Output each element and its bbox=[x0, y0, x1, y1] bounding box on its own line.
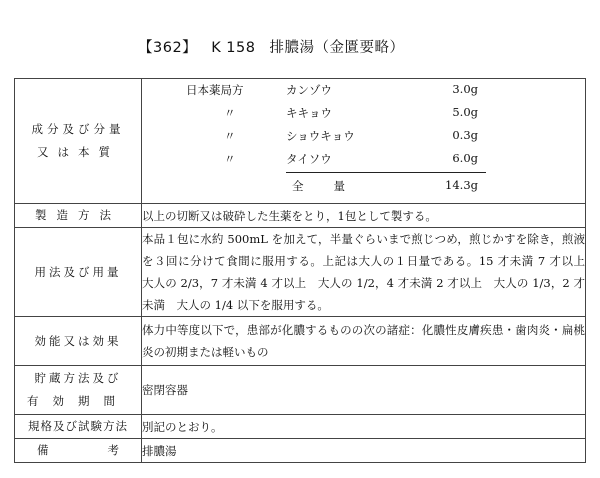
dosage-value bbox=[142, 228, 597, 317]
composition-value bbox=[142, 79, 586, 204]
manufacturing-value: 以上の切断又は破砕した生薬をとり，1包として製する。 bbox=[142, 204, 586, 228]
ingredient-amount: 5.0g bbox=[452, 105, 478, 119]
total-amount: 14.3g bbox=[445, 178, 478, 192]
ditto-mark: 〃 bbox=[224, 152, 236, 166]
page-title bbox=[138, 36, 418, 57]
monograph-table bbox=[14, 78, 597, 463]
ingredient-name: タイソウ bbox=[286, 152, 332, 166]
remarks-row bbox=[15, 439, 586, 463]
composition-label-line1: 成分及び分量 bbox=[31, 122, 125, 136]
indications-value bbox=[142, 317, 586, 366]
dosage-text: 本品１包に水約 500mL を加えて，半量ぐらいまで煎じつめ，煎じかすを除き，煎液を３回に分けて食間に服用する。上記は大人の１日量である。15 才未満 7 才以上 大人の 2/3，7 才未満 4 才以上 大人の 1/2，4 才未満 2 才以上 大人の 1/3，2 才未満 大人の 1/4 以下を服用する。 bbox=[142, 232, 597, 312]
specs-row bbox=[15, 415, 586, 439]
ingredient-name: ショウキョウ bbox=[286, 129, 355, 143]
ditto-mark: 〃 bbox=[224, 106, 236, 120]
total-row bbox=[142, 178, 585, 198]
indications-label: 効能又は効果 bbox=[15, 317, 142, 366]
monograph-number: 【362】 bbox=[138, 40, 198, 56]
ingredient-row bbox=[142, 82, 585, 102]
total-underline bbox=[286, 172, 486, 173]
ingredient-row bbox=[142, 151, 585, 171]
ingredient-amount: 6.0g bbox=[452, 151, 478, 165]
storage-value: 密閉容器 bbox=[142, 366, 586, 415]
storage-row bbox=[15, 366, 586, 415]
ingredient-list bbox=[142, 79, 585, 203]
remarks-value: 排膿湯 bbox=[142, 439, 586, 463]
ingredient-amount: 0.3g bbox=[452, 128, 478, 142]
ingredient-row bbox=[142, 128, 585, 148]
ingredient-name: キキョウ bbox=[286, 106, 332, 120]
total-label: 全 量 bbox=[292, 179, 345, 193]
dosage-label: 用法及び用量 bbox=[15, 228, 142, 317]
dosage-row bbox=[15, 228, 586, 317]
monograph-code: K 158 bbox=[211, 40, 256, 56]
ingredient-name: カンゾウ bbox=[286, 83, 332, 97]
remarks-label: 備 考 bbox=[15, 439, 142, 463]
monograph-name: 排膿湯（金匱要略） bbox=[269, 40, 405, 56]
indications-text: 体力中等度以下で，患部が化膿するものの次の諸症：化膿性皮膚疾患・歯肉炎・扁桃炎の初期または軽いもの bbox=[142, 323, 585, 359]
ingredient-amount: 3.0g bbox=[452, 82, 478, 96]
manufacturing-label: 製造方法 bbox=[15, 204, 142, 228]
indications-row bbox=[15, 317, 586, 366]
ingredient-row bbox=[142, 105, 585, 125]
ingredient-source: 日本薬局方 bbox=[186, 83, 244, 97]
storage-label: 貯蔵方法及び 有効期間 bbox=[15, 366, 142, 415]
manufacturing-row bbox=[15, 204, 586, 228]
specs-label: 規格及び試験方法 bbox=[15, 415, 142, 439]
composition-label-line2: 又は本質 bbox=[37, 145, 119, 159]
composition-row bbox=[15, 79, 586, 204]
composition-label bbox=[15, 79, 142, 204]
specs-value: 別記のとおり。 bbox=[142, 415, 586, 439]
ditto-mark: 〃 bbox=[224, 129, 236, 143]
